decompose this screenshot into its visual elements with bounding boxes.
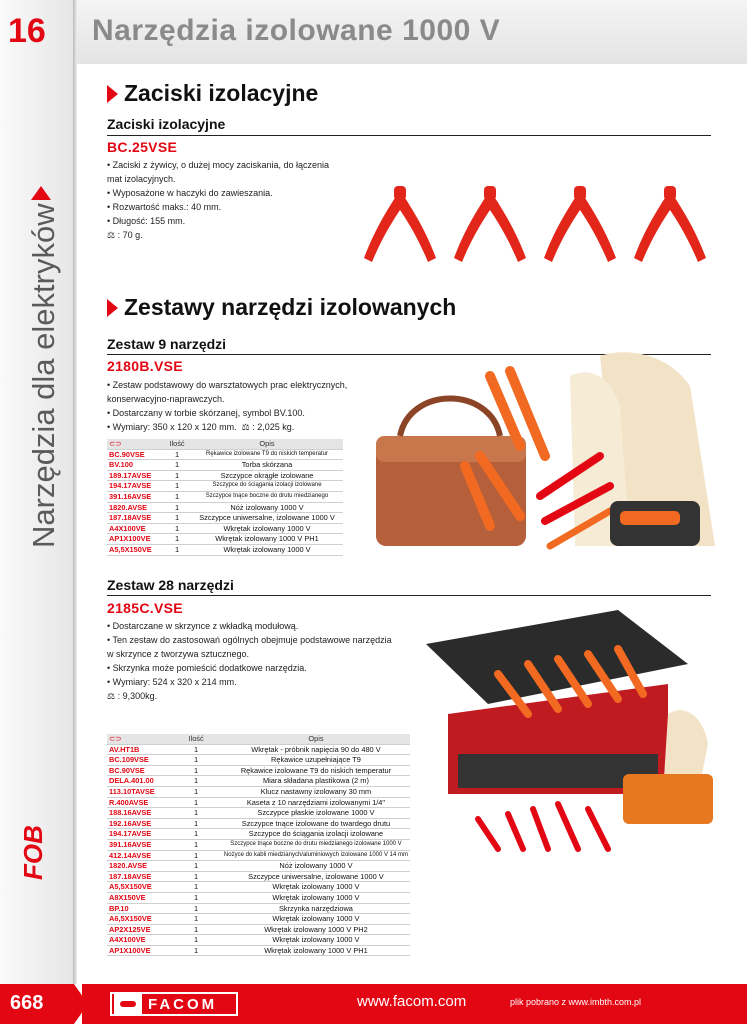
set9-image (370, 346, 720, 566)
cell-code: BC.90VSE (107, 449, 163, 460)
cell-desc: Nóż izolowany 1000 V (191, 502, 343, 513)
cell-desc: Wkrętak izolowany 1000 V (222, 882, 410, 893)
weight-value: : 2,025 kg. (252, 422, 295, 432)
cell-qty: 1 (170, 839, 222, 850)
cell-desc: Kaseta z 10 narzędziami izolowanymi 1/4" (222, 797, 410, 808)
bullet-line: • Zaciski z żywicy, o dużej mocy zaciskania, do łączenia (107, 160, 330, 170)
cell-qty: 1 (163, 460, 191, 471)
cell-qty: 1 (170, 797, 222, 808)
cell-desc: Miara składana plastikowa (2 m) (222, 776, 410, 787)
table-row (107, 808, 410, 819)
weight-icon: ⚖ (241, 422, 253, 432)
cell-desc: Wkrętak izolowany 1000 V PH1 (191, 534, 343, 545)
page-title: Narzędzia izolowane 1000 V (92, 14, 501, 47)
arrow-right-icon (107, 85, 118, 103)
cell-qty: 1 (170, 882, 222, 893)
cell-code: AV.HT1B (107, 744, 170, 755)
sidebar-edge (73, 0, 77, 984)
weight-line (107, 228, 329, 242)
cell-desc: Wkrętak izolowany 1000 V (222, 935, 410, 946)
cell-code: AP1X100VE (107, 534, 163, 545)
cell-code: A5,5X150VE (107, 882, 170, 893)
facom-wordmark: FACOM (148, 995, 218, 1013)
set9-subtitle: Zestaw 9 narzędzi (107, 336, 227, 352)
weight-value: : 9,300kg. (117, 691, 158, 701)
cell-desc: Szczypce uniwersalne, izolowane 1000 V (191, 513, 343, 524)
table-header-row (107, 439, 343, 449)
facom-mark-icon (114, 994, 142, 1014)
set28-table (107, 734, 410, 956)
cell-qty: 1 (163, 534, 191, 545)
cell-code: 189.17AVSE (107, 470, 163, 481)
table-row (107, 903, 410, 914)
section-title: Zestawy narzędzi izolowanych (124, 294, 457, 320)
cell-desc: Szczypce tnące boczne do drutu miedzianego izolowane 1000 V (222, 839, 410, 850)
cell-code: AP2X125VE (107, 924, 170, 935)
cell-qty: 1 (163, 449, 191, 460)
cell-qty: 1 (170, 892, 222, 903)
table-row (107, 871, 410, 882)
cell-qty: 1 (170, 744, 222, 755)
cell-desc: Rękawice izolowane T9 do niskich temperatur (191, 449, 343, 460)
cell-qty: 1 (163, 481, 191, 492)
table-row (107, 839, 410, 850)
cell-qty: 1 (170, 935, 222, 946)
bullet-line: • Zestaw podstawowy do warsztatowych prac elektrycznych, (107, 380, 348, 390)
source-note: plik pobrano z www.imbth.com.pl (510, 997, 642, 1007)
cell-desc: Szczypce okrągłe izolowane (191, 470, 343, 481)
cell-desc: Nożyce do kabli miedzianych/aluminiowych izolowane 1000 V 14 mm (222, 850, 410, 861)
table-row (107, 914, 410, 925)
table-row (107, 892, 410, 903)
table-row (107, 755, 410, 766)
cell-qty: 1 (163, 523, 191, 534)
cell-code: 412.14AVSE (107, 850, 170, 861)
table-row (107, 449, 343, 460)
set28-ref: 2185C.VSE (107, 600, 183, 616)
dimensions: • Wymiary: 350 x 120 x 120 mm. (107, 422, 237, 432)
set9-bullets (107, 378, 347, 434)
arrow-right-icon (107, 299, 118, 317)
table-row (107, 945, 410, 956)
fob-logo: FOB (18, 825, 48, 880)
bullet-line: • Ten zestaw do zastosowań ogólnych obejmuje podstawowe narzędzia (107, 635, 392, 645)
cell-desc: Wkrętak izolowany 1000 V PH2 (222, 924, 410, 935)
bullet-line: • Wymiary: 524 x 320 x 214 mm. (107, 677, 237, 687)
page-number-top: 16 (8, 12, 46, 50)
cell-desc: Wkrętak izolowany 1000 V PH1 (222, 945, 410, 956)
cell-qty: 1 (170, 776, 222, 787)
bullet-line: • Wyposażone w haczyki do zawieszania. (107, 188, 273, 198)
cell-code: A4X100VE (107, 523, 163, 534)
clamps-image (360, 186, 720, 272)
bullet-line: • Skrzynka może pomieścić dodatkowe narzędzia. (107, 663, 307, 673)
cell-code: 192.16AVSE (107, 818, 170, 829)
cell-desc: Wkrętak izolowany 1000 V (191, 544, 343, 555)
bullet-line: • Dostarczane w skrzynce z wkładką modułową. (107, 621, 299, 631)
cell-code: BP.10 (107, 903, 170, 914)
cell-code: DELA.401.00 (107, 776, 170, 787)
clamps-bullets (107, 158, 329, 242)
column-header: Ilość (163, 439, 191, 449)
facom-mark-icon: ⊂⊃ (107, 734, 170, 744)
cell-qty: 1 (163, 513, 191, 524)
cell-desc: Rękawice izolowane T9 do niskich temperatur (222, 765, 410, 776)
table-row (107, 935, 410, 946)
cell-qty: 1 (170, 829, 222, 840)
table-row (107, 744, 410, 755)
cell-code: A4X100VE (107, 935, 170, 946)
set28-bullets (107, 619, 392, 703)
cell-code: 391.16AVSE (107, 491, 163, 502)
cell-qty: 1 (170, 903, 222, 914)
clamps-subtitle: Zaciski izolacyjne (107, 116, 226, 132)
table-row (107, 470, 343, 481)
cell-code: 194.17AVSE (107, 829, 170, 840)
column-header: Opis (191, 439, 343, 449)
cell-qty: 1 (170, 818, 222, 829)
cell-qty: 1 (170, 765, 222, 776)
cell-qty: 1 (163, 491, 191, 502)
cell-desc: Wkrętak izolowany 1000 V (222, 892, 410, 903)
cell-desc: Szczypce tnące boczne do drutu miedzianego (191, 491, 343, 502)
weight-value: : 70 g. (117, 230, 143, 240)
column-header: Opis (222, 734, 410, 744)
divider (107, 135, 711, 136)
table-row (107, 523, 343, 534)
cell-desc: Wkrętak izolowany 1000 V (191, 523, 343, 534)
cell-qty: 1 (170, 861, 222, 872)
cell-code: 391.16AVSE (107, 839, 170, 850)
table-header-row (107, 734, 410, 744)
table-row (107, 765, 410, 776)
cell-desc: Szczypce uniwersalne, izolowane 1000 V (222, 871, 410, 882)
cell-code: 1820.AVSE (107, 502, 163, 513)
triangle-marker-icon (31, 186, 51, 200)
bullet-line: mat izolacyjnych. (107, 174, 176, 184)
bullet-line: konserwacyjno-naprawczych. (107, 394, 225, 404)
bullet-line: • Rozwartość maks.: 40 mm. (107, 202, 222, 212)
cell-qty: 1 (170, 914, 222, 925)
table-row (107, 776, 410, 787)
cell-qty: 1 (170, 808, 222, 819)
page-number-bottom: 668 (10, 992, 44, 1014)
cell-code: 187.18AVSE (107, 871, 170, 882)
cell-qty: 1 (163, 470, 191, 481)
table-row (107, 534, 343, 545)
cell-desc: Szczypce płaskie izolowane 1000 V (222, 808, 410, 819)
table-row (107, 513, 343, 524)
section-heading-clamps (107, 80, 318, 107)
set28-subtitle: Zestaw 28 narzędzi (107, 577, 234, 593)
table-row (107, 502, 343, 513)
cell-desc: Szczypce do ściągania izolacji izolowane (222, 829, 410, 840)
cell-desc: Skrzynka narzędziowa (222, 903, 410, 914)
table-row (107, 882, 410, 893)
cell-desc: Rękawice uzupełniające T9 (222, 755, 410, 766)
column-header: Ilość (170, 734, 222, 744)
weight-icon: ⚖ (107, 230, 118, 240)
cell-code: 187.18AVSE (107, 513, 163, 524)
weight-line (107, 689, 392, 703)
table-row (107, 786, 410, 797)
section-title: Zaciski izolacyjne (124, 80, 319, 106)
cell-qty: 1 (170, 786, 222, 797)
cell-code: BV.100 (107, 460, 163, 471)
cell-qty: 1 (170, 871, 222, 882)
cell-desc: Klucz nastawny izolowany 30 mm (222, 786, 410, 797)
set9-table (107, 439, 343, 556)
divider (107, 595, 711, 596)
sidebar-vertical-label: Narzędzia dla elektryków (26, 203, 61, 548)
clamps-ref: BC.25VSE (107, 139, 178, 155)
cell-code: AP1X100VE (107, 945, 170, 956)
table-row (107, 829, 410, 840)
cell-code: A6,5X150VE (107, 914, 170, 925)
cell-desc: Wkrętak - próbnik napięcia 90 do 480 V (222, 744, 410, 755)
cell-qty: 1 (163, 502, 191, 513)
table-row (107, 850, 410, 861)
set28-image (418, 604, 718, 854)
set9-ref: 2180B.VSE (107, 358, 183, 374)
cell-code: 1820.AVSE (107, 861, 170, 872)
cell-qty: 1 (170, 945, 222, 956)
table-row (107, 460, 343, 471)
cell-qty: 1 (163, 544, 191, 555)
facom-logo (110, 992, 238, 1016)
cell-code: A5,5X150VE (107, 544, 163, 555)
cell-qty: 1 (170, 850, 222, 861)
cell-desc: Wkrętak izolowany 1000 V (222, 914, 410, 925)
table-row (107, 797, 410, 808)
cell-code: A8X150VE (107, 892, 170, 903)
table-row (107, 491, 343, 502)
section-heading-sets (107, 294, 456, 321)
cell-code: BC.90VSE (107, 765, 170, 776)
bullet-line (107, 420, 347, 434)
bullet-line: • Długość: 155 mm. (107, 216, 186, 226)
cell-code: 194.17AVSE (107, 481, 163, 492)
cell-desc: Szczypce do ściągania izolacji izolowane (191, 481, 343, 492)
cell-code: 188.16AVSE (107, 808, 170, 819)
bullet-line: w skrzynce z tworzywa sztucznego. (107, 649, 250, 659)
cell-desc: Szczypce tnące izolowane do twardego drutu (222, 818, 410, 829)
table-row (107, 861, 410, 872)
cell-desc: Torba skórzana (191, 460, 343, 471)
cell-desc: Nóż izolowany 1000 V (222, 861, 410, 872)
table-row (107, 818, 410, 829)
facom-mark-icon: ⊂⊃ (107, 439, 163, 449)
cell-code: BC.109VSE (107, 755, 170, 766)
website-link[interactable]: www.facom.com (357, 993, 467, 1010)
table-row (107, 481, 343, 492)
table-row (107, 544, 343, 555)
cell-qty: 1 (170, 924, 222, 935)
table-row (107, 924, 410, 935)
weight-icon: ⚖ (107, 691, 118, 701)
bullet-line: • Dostarczany w torbie skórzanej, symbol BV.100. (107, 408, 305, 418)
cell-code: 113.10TAVSE (107, 786, 170, 797)
cell-qty: 1 (170, 755, 222, 766)
cell-code: R.400AVSE (107, 797, 170, 808)
